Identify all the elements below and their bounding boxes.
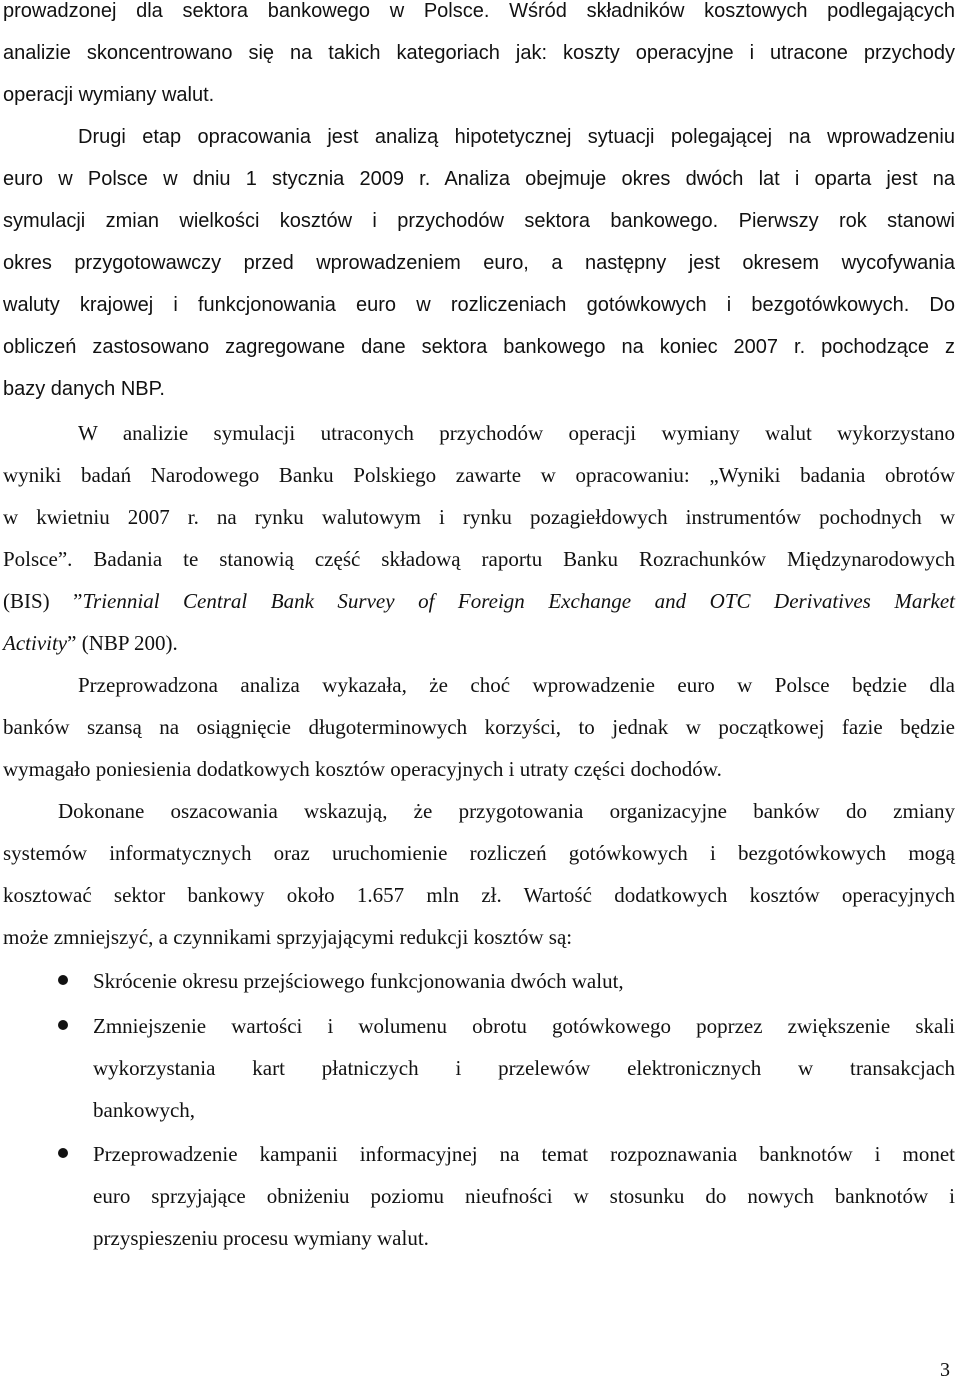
p3-report-title: Triennial Central Bank Survey of Foreign Exchange and OTC Derivatives Market [82, 589, 955, 613]
bullet-3-line-1: Przeprowadzenie kampanii informacyjnej na temat rozpoznawania banknotów i monet [93, 1142, 955, 1166]
p3-line-6 [3, 622, 955, 664]
p1-line-3: operacji wymiany walut. [3, 84, 215, 106]
p2-line-6: obliczeń zastosowano zagregowane dane sektora bankowego na koniec 2007 r. pochodzące z [3, 336, 955, 358]
p3-line-4: Polsce”. Badania te stanowią część składową raportu Banku Rozrachunków Międzynarodowych [3, 547, 955, 571]
p4-line-2: banków szansą na osiągnięcie długoterminowych korzyści, to jednak w początkowej fazie będzie [3, 715, 955, 739]
p2-line-4: okres przygotowawczy przed wprowadzeniem euro, a następny jest okresem wycofywania [3, 252, 955, 274]
bullet-2-line-1: Zmniejszenie wartości i wolumenu obrotu gotówkowego poprzez zwiększenie skali [93, 1014, 955, 1038]
p4-line-1: Przeprowadzona analiza wykazała, że choć wprowadzenie euro w Polsce będzie dla [78, 673, 955, 697]
p1-line-2: analizie skoncentrowano się na takich kategoriach jak: koszty operacyjne i utracone przychody [3, 42, 955, 64]
p5-line-4: może zmniejszyć, a czynnikami sprzyjającymi redukcji kosztów są: [3, 925, 573, 949]
p2-line-3: symulacji zmian wielkości kosztów i przychodów sektora bankowego. Pierwszy rok stanowi [3, 210, 955, 232]
bullet-1-line-1: Skrócenie okresu przejściowego funkcjonowania dwóch walut, [93, 969, 624, 993]
p3-line-3: w kwietniu 2007 r. na rynku walutowym i rynku pozagiełdowych instrumentów pochodnych w [3, 505, 955, 529]
p3-report-title-end: Activity [3, 631, 68, 655]
p2-line-5: waluty krajowej i funkcjonowania euro w rozliczeniach gotówkowych i bezgotówkowych. Do [3, 294, 955, 316]
bullet-2-line-2: wykorzystania kart płatniczych i przelewów elektronicznych w transakcjach [93, 1056, 955, 1080]
p3-line-5-prefix: (BIS) ” [3, 589, 83, 613]
p5-line-3: kosztować sektor bankowy około 1.657 mln zł. Wartość dodatkowych kosztów operacyjnych [3, 883, 955, 907]
bullet-3-line-3: przyspieszeniu procesu wymiany walut. [93, 1226, 429, 1250]
bullet-2-line-3: bankowych, [93, 1098, 196, 1122]
p4-line-3: wymagało poniesienia dodatkowych kosztów operacyjnych i utraty części dochodów. [3, 757, 722, 781]
page-number: 3 [940, 1359, 950, 1381]
p3-line-1: W analizie symulacji utraconych przychodów operacji wymiany walut wykorzystano [78, 421, 955, 445]
p1-line-1: prowadzonej dla sektora bankowego w Polsce. Wśród składników kosztowych podlegających [3, 0, 955, 22]
p2-line-2: euro w Polsce w dniu 1 stycznia 2009 r. Analiza obejmuje okres dwóch lat i oparta jest na [3, 168, 955, 190]
p2-line-7: bazy danych NBP. [3, 378, 165, 400]
p5-line-1: Dokonane oszacowania wskazują, że przygotowania organizacyjne banków do zmiany [58, 799, 955, 823]
bullet-3-line-2: euro sprzyjające obniżeniu poziomu nieufności w stosunku do nowych banknotów i [93, 1184, 955, 1208]
p5-line-2: systemów informatycznych oraz uruchomienie rozliczeń gotówkowych i bezgotówkowych mogą [3, 841, 955, 865]
p2-line-1: Drugi etap opracowania jest analizą hipotetycznej sytuacji polegającej na wprowadzeniu [78, 126, 955, 148]
p3-line-6-suffix: ” (NBP 200). [67, 631, 178, 655]
p3-line-2: wyniki badań Narodowego Banku Polskiego zawarte w opracowaniu: „Wyniki badania obrotów [3, 463, 955, 487]
p3-line-5 [3, 580, 955, 622]
